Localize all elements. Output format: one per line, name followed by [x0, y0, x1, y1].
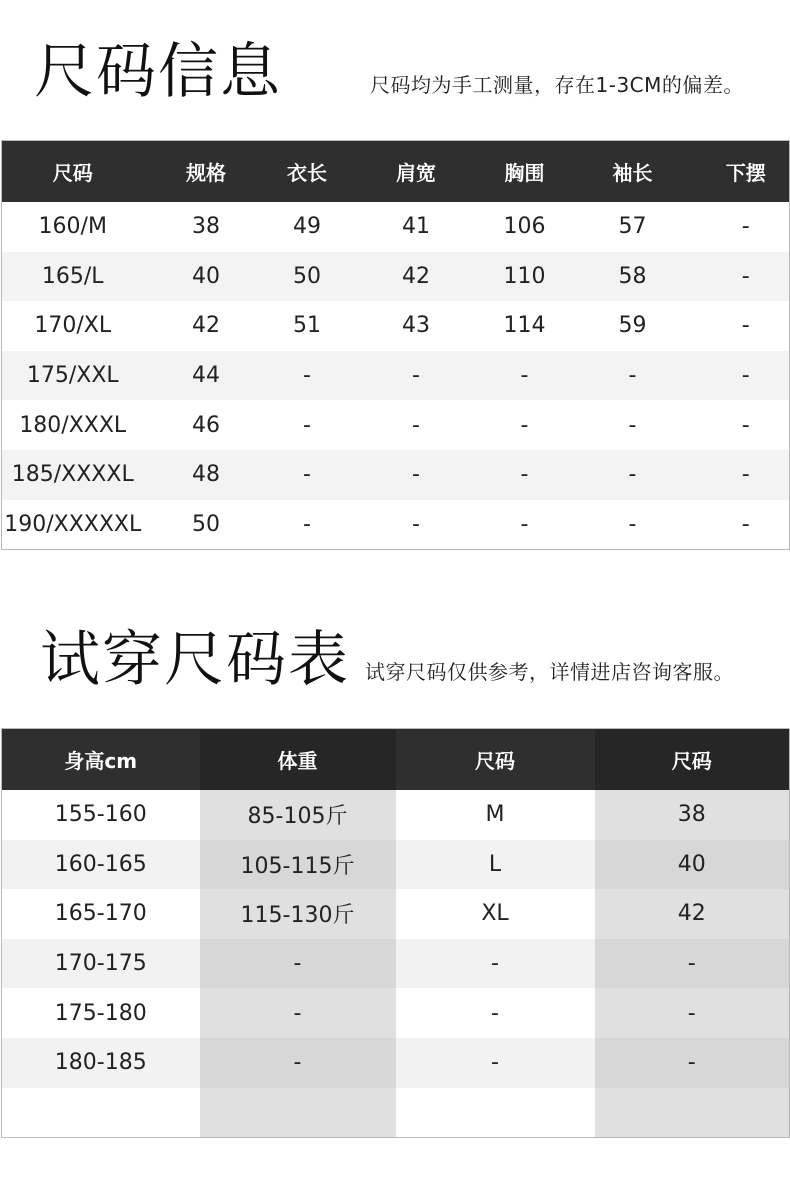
cell-spec: 44 [144, 351, 269, 401]
col-header-shoulder: 肩宽 [346, 141, 487, 203]
cell-weight [200, 1088, 396, 1138]
cell-spec: 42 [144, 301, 269, 351]
col-header-weight: 体重 [200, 729, 396, 791]
cell-chest: - [487, 351, 563, 401]
cell-shoulder: - [346, 351, 487, 401]
cell-size-letter: L [396, 840, 595, 890]
cell-shoulder: 41 [346, 202, 487, 252]
fit-size-table [1, 728, 790, 1138]
fit-size-note: 试穿尺码仅供参考，详情进店咨询客服。 [365, 660, 734, 684]
table-row [2, 500, 790, 550]
size-info-note: 尺码均为手工测量，存在1-3CM的偏差。 [370, 73, 744, 97]
cell-size-letter: - [396, 1038, 595, 1088]
cell-size-letter: M [396, 790, 595, 840]
size-table-header-row [2, 141, 790, 203]
cell-weight: 115-130斤 [200, 889, 396, 939]
table-row [2, 202, 790, 252]
cell-weight: - [200, 1038, 396, 1088]
cell-size: 165/L [2, 252, 144, 302]
cell-size-letter: - [396, 939, 595, 989]
cell-size-number: - [595, 988, 790, 1038]
cell-size: 180/XXXL [2, 400, 144, 450]
cell-length: 49 [269, 202, 346, 252]
cell-hem: - [703, 400, 790, 450]
cell-length: - [269, 500, 346, 550]
cell-size-number: 42 [595, 889, 790, 939]
cell-spec: 50 [144, 500, 269, 550]
cell-height: 175-180 [2, 988, 200, 1038]
cell-size: 160/M [2, 202, 144, 252]
cell-size-number [595, 1088, 790, 1138]
col-header-hem: 下摆 [703, 141, 790, 203]
cell-hem: - [703, 252, 790, 302]
table-row [2, 790, 790, 840]
cell-sleeve: - [563, 500, 703, 550]
cell-hem: - [703, 301, 790, 351]
cell-size: 185/XXXXL [2, 450, 144, 500]
cell-length: - [269, 400, 346, 450]
cell-size-number: 40 [595, 840, 790, 890]
cell-height: 160-165 [2, 840, 200, 890]
fit-size-title: 试穿尺码表 [40, 625, 350, 695]
table-row [2, 351, 790, 401]
cell-height [2, 1088, 200, 1138]
cell-height: 170-175 [2, 939, 200, 989]
cell-sleeve: 58 [563, 252, 703, 302]
cell-spec: 46 [144, 400, 269, 450]
cell-chest: - [487, 450, 563, 500]
cell-weight: 105-115斤 [200, 840, 396, 890]
table-row [2, 1088, 790, 1138]
fit-table-header-row [2, 729, 790, 791]
cell-shoulder: - [346, 450, 487, 500]
table-row [2, 840, 790, 890]
cell-sleeve: - [563, 400, 703, 450]
col-header-size: 尺码 [2, 141, 144, 203]
cell-spec: 40 [144, 252, 269, 302]
cell-length: 51 [269, 301, 346, 351]
cell-weight: - [200, 939, 396, 989]
cell-sleeve: 59 [563, 301, 703, 351]
cell-shoulder: - [346, 500, 487, 550]
col-header-spec: 规格 [144, 141, 269, 203]
size-info-title: 尺码信息 [34, 37, 282, 107]
cell-chest: 110 [487, 252, 563, 302]
cell-size-number: 38 [595, 790, 790, 840]
table-row [2, 889, 790, 939]
size-info-table [1, 140, 790, 550]
table-row [2, 988, 790, 1038]
cell-chest: 106 [487, 202, 563, 252]
table-row [2, 400, 790, 450]
cell-weight: - [200, 988, 396, 1038]
table-row [2, 1038, 790, 1088]
table-row [2, 252, 790, 302]
col-header-height: 身高cm [2, 729, 200, 791]
cell-weight: 85-105斤 [200, 790, 396, 840]
col-header-sleeve: 袖长 [563, 141, 703, 203]
cell-height: 155-160 [2, 790, 200, 840]
cell-size: 175/XXL [2, 351, 144, 401]
cell-hem: - [703, 450, 790, 500]
cell-length: 50 [269, 252, 346, 302]
cell-shoulder: 42 [346, 252, 487, 302]
cell-shoulder: - [346, 400, 487, 450]
col-header-size-number: 尺码 [595, 729, 790, 791]
cell-size-letter: - [396, 988, 595, 1038]
cell-size-number: - [595, 939, 790, 989]
col-header-length: 衣长 [269, 141, 346, 203]
cell-size: 170/XL [2, 301, 144, 351]
cell-size-letter: XL [396, 889, 595, 939]
col-header-chest: 胸围 [487, 141, 563, 203]
cell-chest: - [487, 500, 563, 550]
cell-height: 165-170 [2, 889, 200, 939]
cell-spec: 48 [144, 450, 269, 500]
cell-size-letter [396, 1088, 595, 1138]
cell-sleeve: - [563, 351, 703, 401]
cell-hem: - [703, 500, 790, 550]
table-row [2, 450, 790, 500]
cell-hem: - [703, 202, 790, 252]
cell-chest: - [487, 400, 563, 450]
cell-size-number: - [595, 1038, 790, 1088]
cell-shoulder: 43 [346, 301, 487, 351]
cell-length: - [269, 351, 346, 401]
table-row [2, 301, 790, 351]
col-header-size-letter: 尺码 [396, 729, 595, 791]
cell-size: 190/XXXXXL [2, 500, 144, 550]
table-row [2, 939, 790, 989]
cell-height: 180-185 [2, 1038, 200, 1088]
cell-length: - [269, 450, 346, 500]
cell-chest: 114 [487, 301, 563, 351]
cell-sleeve: - [563, 450, 703, 500]
cell-sleeve: 57 [563, 202, 703, 252]
cell-spec: 38 [144, 202, 269, 252]
cell-hem: - [703, 351, 790, 401]
